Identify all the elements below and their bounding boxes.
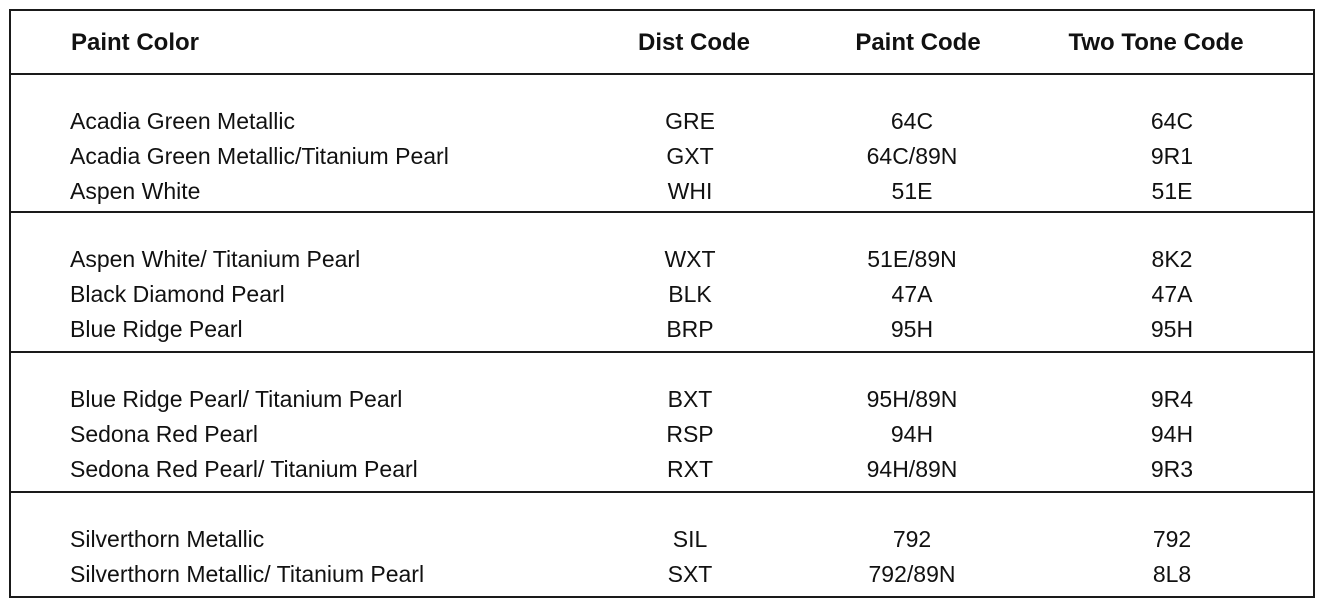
paint-code-cell: 47A [891, 281, 933, 307]
two-tone-code-cell: 792 [1152, 526, 1192, 552]
two-tone-code-cell: 64C [1150, 108, 1194, 134]
paint-color-cell: Acadia Green Metallic/Titanium Pearl [70, 143, 449, 169]
dist-code-cell: RXT [667, 456, 713, 482]
paint-code-cell: 64C [890, 108, 934, 134]
table-row [11, 174, 1313, 209]
paint-code-cell: 64C/89N [866, 143, 958, 169]
paint-code-cell: 95H [890, 316, 934, 342]
paint-color-cell: Silverthorn Metallic/ Titanium Pearl [70, 561, 425, 587]
two-tone-code-cell: 9R1 [1150, 143, 1194, 169]
dist-code-cell: SXT [667, 561, 713, 587]
table-row [11, 277, 1313, 312]
paint-color-cell: Blue Ridge Pearl [70, 316, 243, 342]
paint-code-cell: 95H/89N [866, 386, 958, 412]
table-row [11, 139, 1313, 174]
two-tone-code-cell: 9R4 [1150, 386, 1194, 412]
table-row [11, 312, 1313, 347]
table-row [11, 452, 1313, 487]
two-tone-code-cell: 8K2 [1151, 246, 1193, 272]
two-tone-code-cell: 95H [1150, 316, 1194, 342]
paint-code-cell: 94H [890, 421, 934, 447]
dist-code-cell: RSP [666, 421, 714, 447]
table-header [11, 11, 1313, 75]
header-paint-code: Paint Code [855, 29, 981, 56]
paint-code-cell: 51E/89N [867, 246, 957, 272]
paint-code-table [9, 9, 1315, 598]
header-paint-color: Paint Color [71, 29, 200, 56]
paint-color-cell: Aspen White [70, 178, 201, 204]
table-row [11, 104, 1313, 139]
paint-code-cell: 51E [891, 178, 933, 204]
header-two-tone-code: Two Tone Code [1068, 29, 1244, 56]
table-group [11, 493, 1313, 598]
dist-code-cell: BLK [668, 281, 712, 307]
table-group [11, 353, 1313, 493]
table-group [11, 213, 1313, 353]
two-tone-code-cell: 47A [1151, 281, 1193, 307]
two-tone-code-cell: 51E [1151, 178, 1193, 204]
dist-code-cell: GXT [666, 143, 714, 169]
table-row [11, 382, 1313, 417]
dist-code-cell: BXT [667, 386, 713, 412]
table-row [11, 557, 1313, 592]
dist-code-cell: BRP [666, 316, 714, 342]
two-tone-code-cell: 8L8 [1152, 561, 1192, 587]
paint-color-cell: Black Diamond Pearl [70, 281, 285, 307]
two-tone-code-cell: 9R3 [1150, 456, 1194, 482]
paint-color-cell: Sedona Red Pearl/ Titanium Pearl [70, 456, 418, 482]
paint-color-cell: Silverthorn Metallic [70, 526, 265, 552]
paint-color-cell: Blue Ridge Pearl/ Titanium Pearl [70, 386, 403, 412]
two-tone-code-cell: 94H [1150, 421, 1194, 447]
table-row [11, 522, 1313, 557]
table-row [11, 417, 1313, 452]
table-row [11, 242, 1313, 277]
paint-color-cell: Acadia Green Metallic [70, 108, 295, 134]
paint-code-cell: 792 [892, 526, 932, 552]
dist-code-cell: WXT [664, 246, 716, 272]
dist-code-cell: WHI [667, 178, 713, 204]
paint-code-cell: 94H/89N [866, 456, 958, 482]
paint-color-cell: Aspen White/ Titanium Pearl [70, 246, 361, 272]
dist-code-cell: GRE [665, 108, 715, 134]
table-group [11, 75, 1313, 213]
paint-code-cell: 792/89N [868, 561, 956, 587]
header-dist-code: Dist Code [637, 29, 750, 56]
dist-code-cell: SIL [672, 526, 708, 552]
paint-color-cell: Sedona Red Pearl [70, 421, 258, 447]
